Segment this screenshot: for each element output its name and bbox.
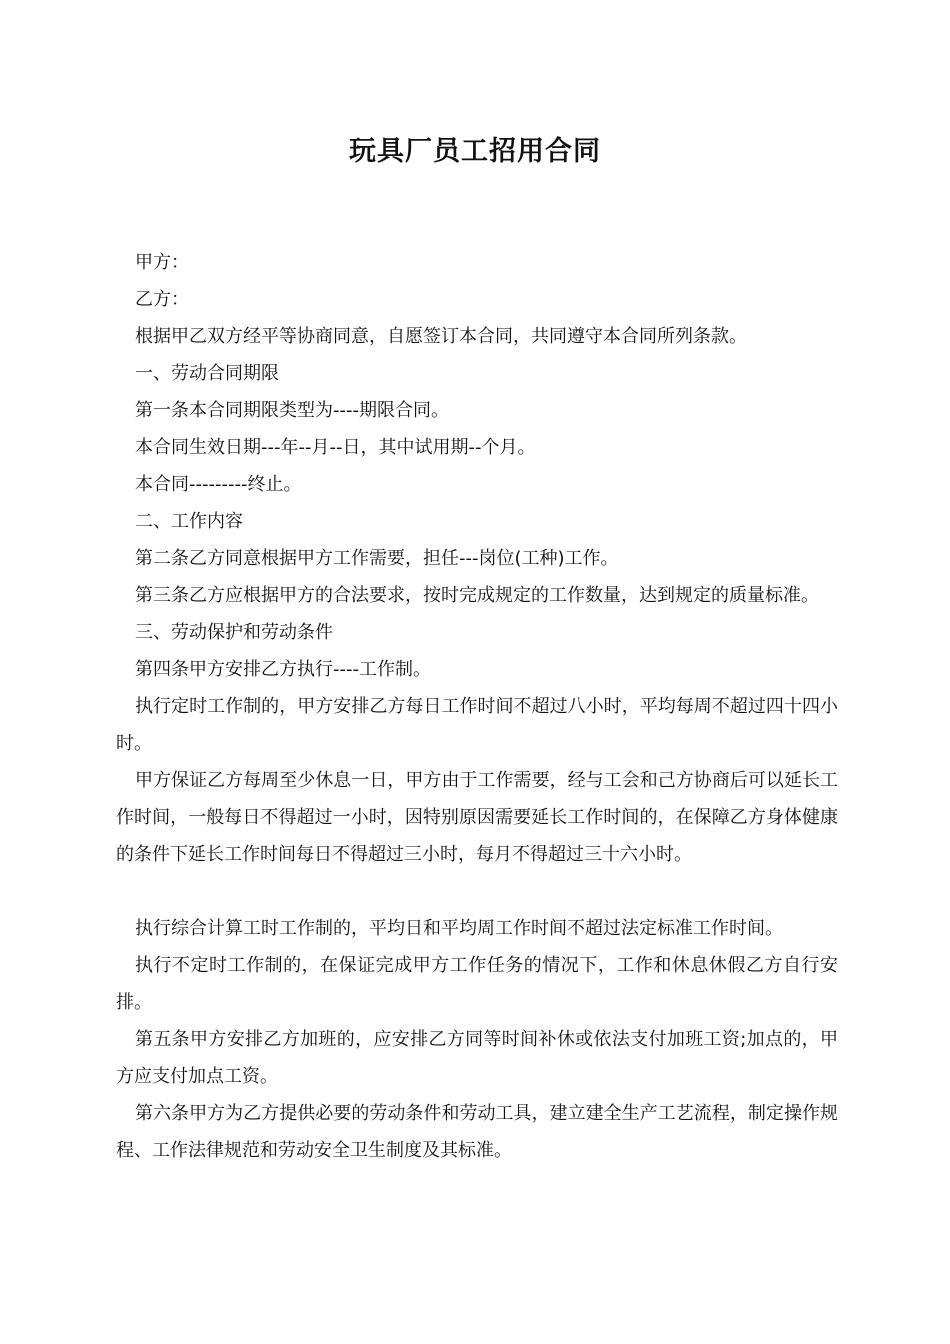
section-heading-work-content: 二、工作内容 [135, 511, 243, 532]
article-5: 第五条甲方安排乙方加班的，应安排乙方同等时间补休或依法支付加班工资;加点的，甲方应支付加点工资。 [116, 1029, 838, 1087]
section-heading-contract-term: 一、劳动合同期限 [135, 363, 279, 384]
party-b-line: 乙方： [135, 289, 189, 310]
termination-paragraph: 本合同---------终止。 [135, 474, 302, 495]
rest-day-paragraph: 甲方保证乙方每周至少休息一日，甲方由于工作需要，经与工会和己方协商后可以延长工作时间，一般每日不得超过一小时，因特别原因需要延长工作时间的，在保障乙方身体健康的条件下延长工作时间每日不得超过三小时，每月不得超过三十六小时。 [116, 770, 838, 865]
document-title: 玩具厂员工招用合同 [349, 136, 601, 167]
section-heading-labor-protection: 三、劳动保护和劳动条件 [135, 622, 333, 643]
effective-date-paragraph: 本合同生效日期---年--月--日，其中试用期--个月。 [135, 437, 536, 458]
flexible-hours-paragraph: 执行不定时工作制的，在保证完成甲方工作任务的情况下，工作和休息休假乙方自行安排。 [116, 955, 838, 1013]
comprehensive-hours-paragraph: 执行综合计算工时工作制的，平均日和平均周工作时间不超过法定标准工作时间。 [135, 918, 783, 939]
fixed-hours-paragraph: 执行定时工作制的，甲方安排乙方每日工作时间不超过八小时，平均每周不超过四十四小时。 [116, 696, 838, 754]
article-2: 第二条乙方同意根据甲方工作需要，担任---岗位(工种)工作。 [135, 548, 619, 569]
document-body [116, 244, 838, 1169]
article-1: 第一条本合同期限类型为----期限合同。 [135, 400, 449, 421]
preamble-paragraph: 根据甲乙双方经平等协商同意，自愿签订本合同，共同遵守本合同所列条款。 [135, 326, 747, 347]
article-3: 第三条乙方应根据甲方的合法要求，按时完成规定的工作数量，达到规定的质量标准。 [135, 585, 819, 606]
party-a-line: 甲方： [135, 252, 189, 273]
article-6: 第六条甲方为乙方提供必要的劳动条件和劳动工具，建立建全生产工艺流程，制定操作规程、工作法律规范和劳动安全卫生制度及其标准。 [116, 1103, 838, 1161]
article-4: 第四条甲方安排乙方执行----工作制。 [135, 659, 431, 680]
